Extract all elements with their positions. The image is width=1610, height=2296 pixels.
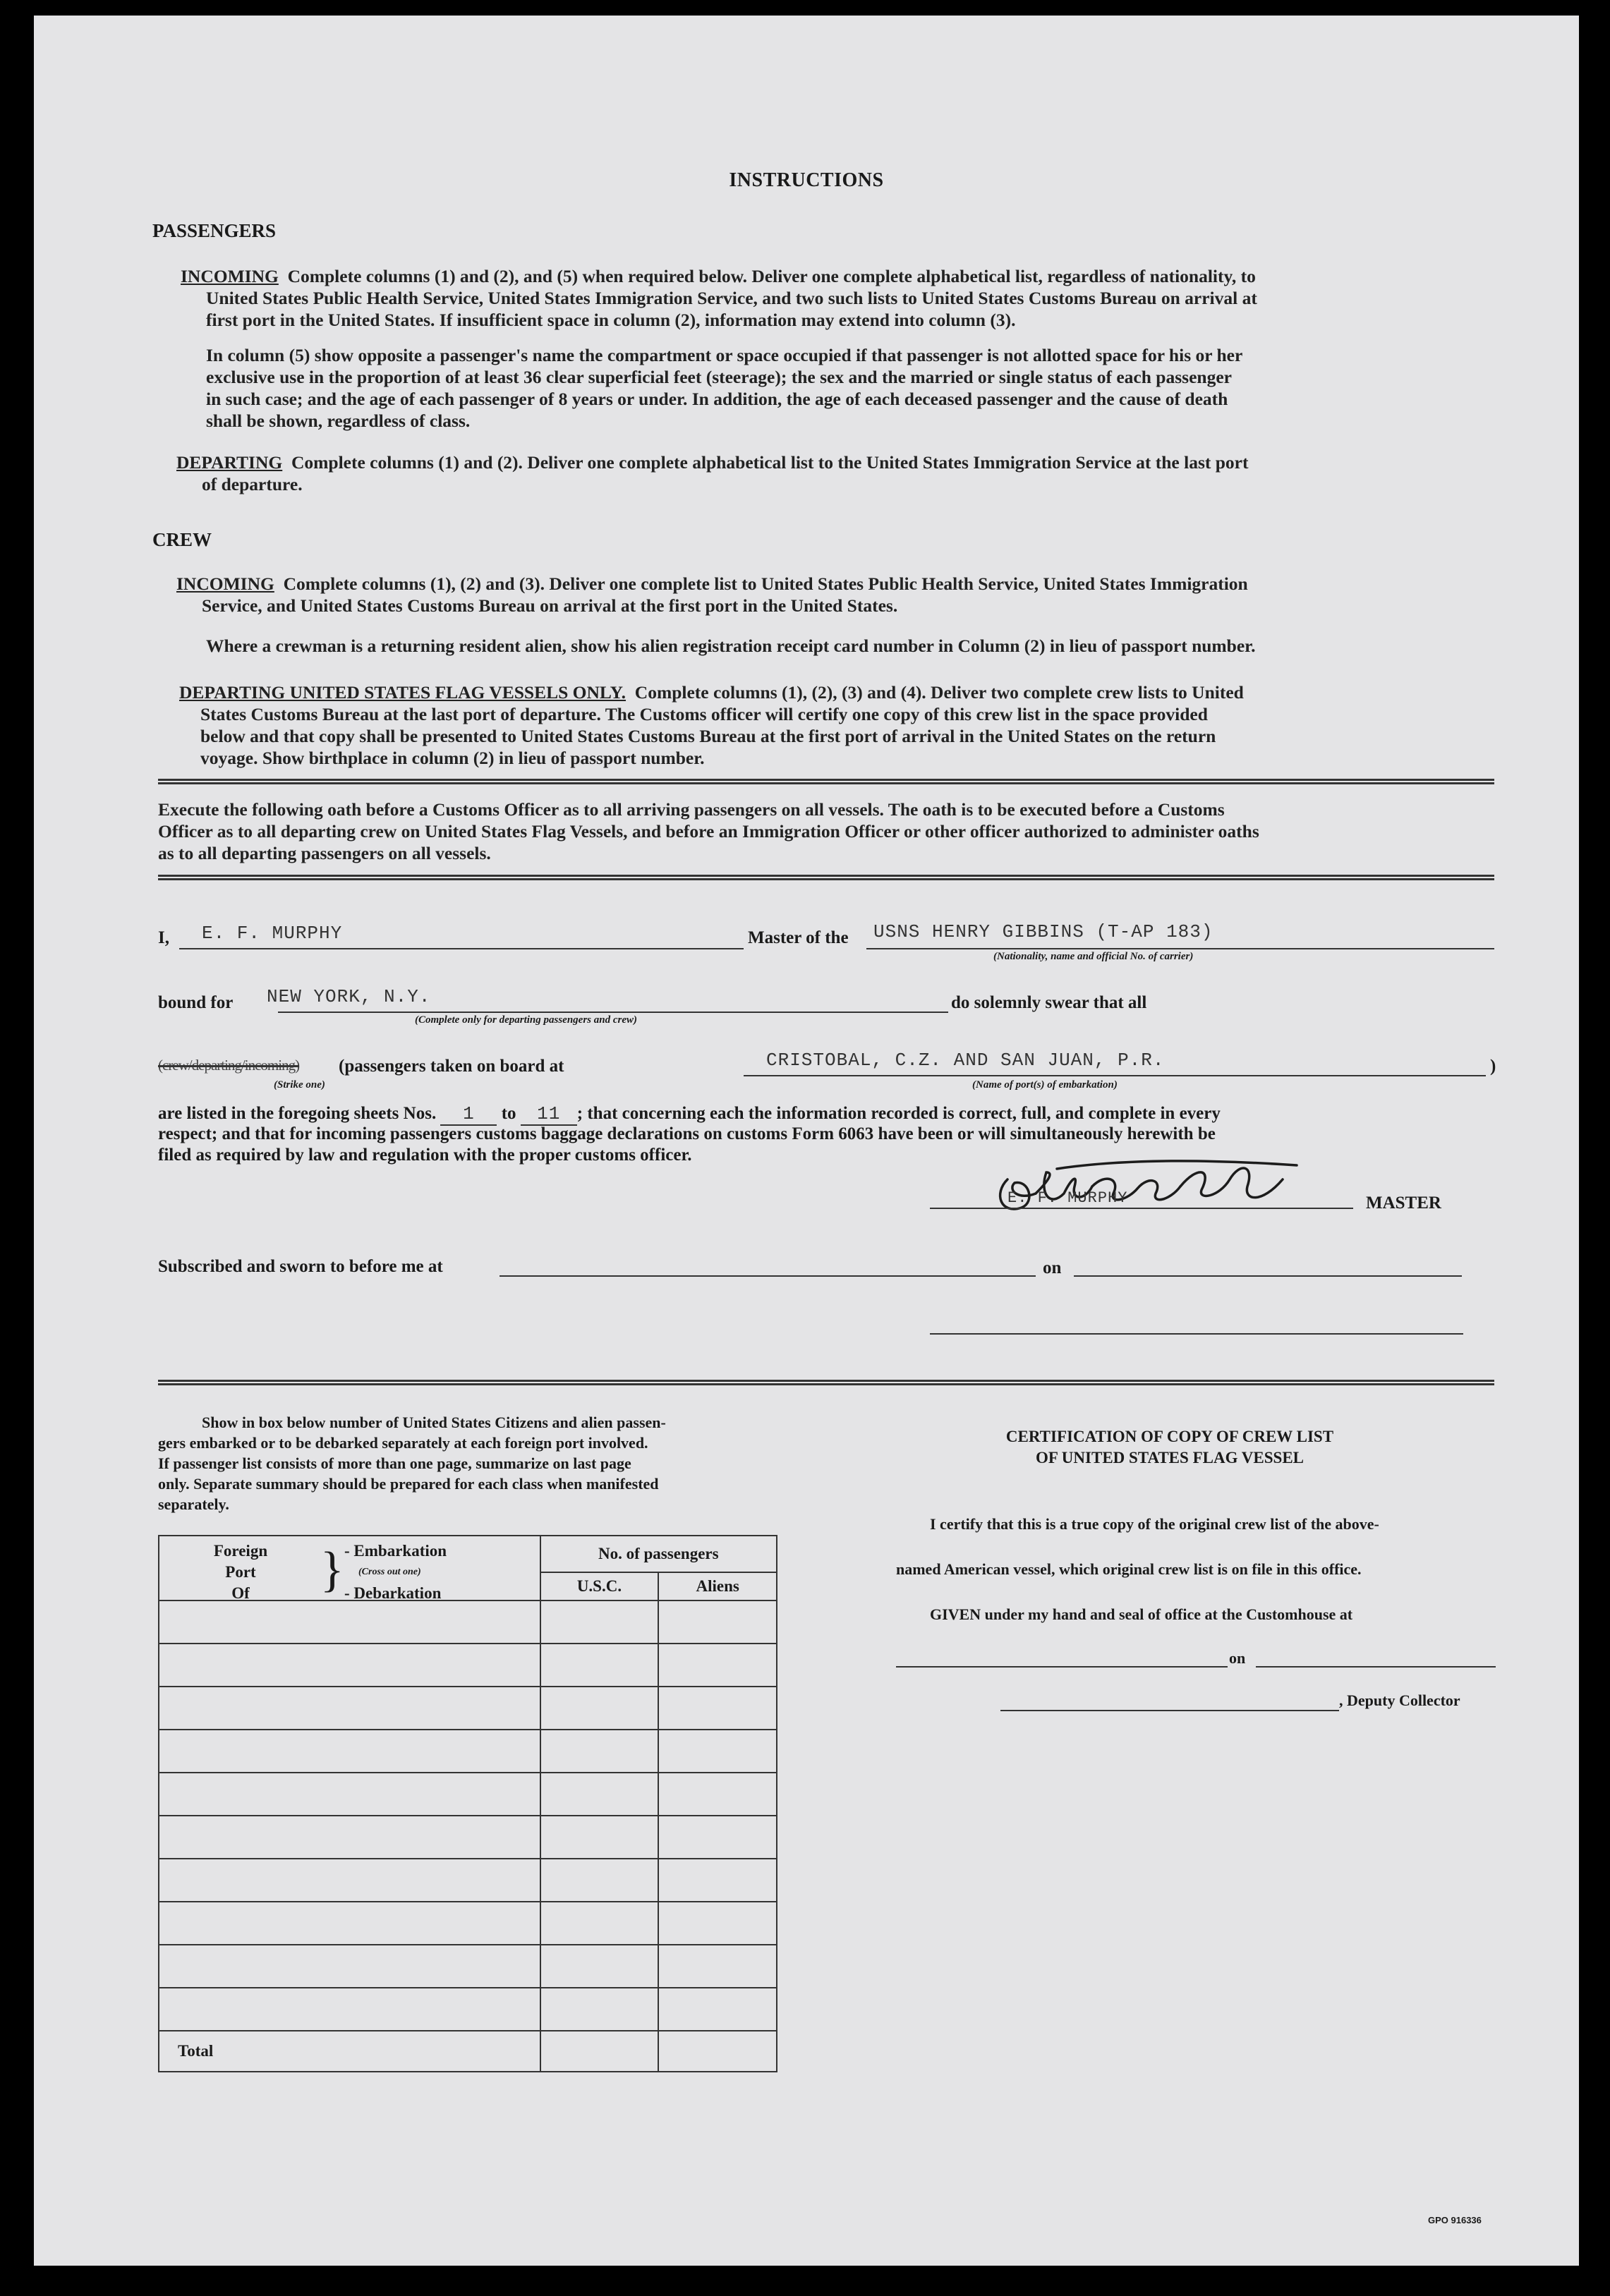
- passengers-departing-label: DEPARTING: [176, 452, 283, 473]
- ports-line: [744, 1075, 1486, 1076]
- gpo-footer: GPO 916336: [1428, 2215, 1482, 2225]
- certification-body: [896, 1514, 1517, 1625]
- vessel-field[interactable]: USNS HENRY GIBBINS (T-AP 183): [873, 921, 1213, 942]
- ports-caption: (Name of port(s) of embarkation): [972, 1079, 1118, 1091]
- cross-out-caption: (Cross out one): [358, 1567, 421, 1577]
- certification-title: [852, 1426, 1487, 1469]
- sheets-to-label: to: [501, 1104, 516, 1123]
- aliens-cell[interactable]: [658, 1687, 777, 1730]
- table-row: [159, 1816, 777, 1859]
- ports-field[interactable]: CRISTOBAL, C.Z. AND SAN JUAN, P.R.: [766, 1050, 1165, 1071]
- aliens-cell[interactable]: [658, 1902, 777, 1945]
- crew-incoming-block: [176, 573, 1475, 616]
- port-cell[interactable]: [159, 1945, 540, 1988]
- column5-text-4: shall be shown, regardless of class.: [206, 411, 471, 431]
- usc-header: U.S.C.: [540, 1572, 659, 1600]
- column5-text-3: in such case; and the age of each passenger of 8 years or under. In addition, the age of each deceased passenger and the cause of death: [206, 389, 1228, 409]
- summary-instructions-3: If passenger list consists of more than one page, summarize on last page: [158, 1454, 631, 1472]
- table-row: [159, 1773, 777, 1816]
- table-row: [159, 1730, 777, 1773]
- table-row: [159, 1988, 777, 2031]
- subscribed-on-label: on: [1043, 1258, 1062, 1277]
- aliens-cell[interactable]: [658, 1945, 777, 1988]
- port-cell[interactable]: [159, 1773, 540, 1816]
- summary-instructions-1: Show in box below number of United States Citizens and alien passen-: [202, 1414, 666, 1431]
- divider-rule-1: [158, 779, 1494, 784]
- table-row: [159, 1644, 777, 1687]
- passengers-incoming-text-2: United States Public Health Service, United States Immigration Service, and two such lists to United States Customs Bureau on arrival at: [206, 288, 1257, 308]
- sheets-label-2: ; that concerning each the information recorded is correct, full, and complete in every: [576, 1104, 1221, 1123]
- subscribed-label: Subscribed and sworn to before me at: [158, 1257, 443, 1276]
- usc-cell[interactable]: [540, 1988, 659, 2031]
- crew-heading: CREW: [152, 529, 212, 550]
- oath-i-label: I,: [158, 928, 169, 947]
- port-header-cell: Foreign Port Of } - Embarkation (Cross out one) - Debarkation: [159, 1536, 540, 1600]
- crew-departing-label: DEPARTING UNITED STATES FLAG VESSELS ONLY.: [179, 682, 627, 703]
- crew-departing-text-3: below and that copy shall be presented to United States Customs Bureau at the first port of arrival in the United States on the return: [200, 726, 1216, 746]
- bound-for-label: bound for: [158, 993, 234, 1012]
- form-page: [34, 16, 1579, 2266]
- usc-cell[interactable]: [540, 1687, 659, 1730]
- usc-cell[interactable]: [540, 1902, 659, 1945]
- passengers-departing-block: [176, 451, 1475, 495]
- certification-title-1: CERTIFICATION OF COPY OF CREW LIST: [1005, 1428, 1334, 1445]
- sheet-from-field[interactable]: 1: [440, 1103, 497, 1126]
- total-label: Total: [159, 2031, 540, 2072]
- oath-cont-2: filed as required by law and regulation with the proper customs officer.: [158, 1146, 692, 1165]
- crew-incoming-text-2: Service, and United States Customs Bureau on arrival at the first port in the United States.: [202, 595, 898, 616]
- aliens-header: Aliens: [658, 1572, 777, 1600]
- certification-text-2: named American vessel, which original crew list is on file in this office.: [896, 1560, 1362, 1578]
- port-cell[interactable]: [159, 1859, 540, 1902]
- crew-departing-text-1: Complete columns (1), (2), (3) and (4). Deliver two complete crew lists to United: [634, 682, 1244, 703]
- crew-departing-text-2: States Customs Bureau at the last port of departure. The Customs officer will certify one copy of this crew list in the space provided: [200, 704, 1208, 724]
- swear-label: do solemnly swear that all: [951, 993, 1147, 1012]
- aliens-cell[interactable]: [658, 1644, 777, 1687]
- aliens-cell[interactable]: [658, 1600, 777, 1644]
- crew-resident-text: Where a crewman is a returning resident alien, show his alien registration receipt card number in Column (2) in lieu of passport number.: [206, 636, 1256, 656]
- port-cell[interactable]: [159, 1902, 540, 1945]
- total-usc-cell[interactable]: [540, 2031, 659, 2072]
- subscribed-place-line[interactable]: [500, 1275, 1036, 1277]
- certification-place-line[interactable]: [896, 1666, 1228, 1668]
- page-title: INSTRUCTIONS: [729, 169, 884, 191]
- struck-text: (crew/departing/incoming): [158, 1057, 300, 1074]
- deputy-collector-line[interactable]: [1000, 1710, 1339, 1711]
- sheet-to-field[interactable]: 11: [521, 1103, 577, 1126]
- crew-incoming-text-1: Complete columns (1), (2) and (3). Deliver one complete list to United States Public Health Service, United States Immigration: [283, 573, 1248, 594]
- port-cell[interactable]: [159, 1730, 540, 1773]
- column5-text-1: In column (5) show opposite a passenger's name the compartment or space occupied if that passenger is not allotted space for his or her: [206, 345, 1243, 365]
- crew-departing-block: [179, 681, 1477, 769]
- passengers-incoming-text-1: Complete columns (1) and (2), and (5) when required below. Deliver one complete alphabetical list, regardless of nationality, to: [287, 266, 1256, 286]
- of-label: Of: [231, 1584, 250, 1602]
- subscribed-date-line[interactable]: [1074, 1275, 1462, 1277]
- aliens-cell[interactable]: [658, 1816, 777, 1859]
- usc-cell[interactable]: [540, 1859, 659, 1902]
- summary-instructions-4: only. Separate summary should be prepared for each class when manifested: [158, 1475, 659, 1493]
- usc-cell[interactable]: [540, 1644, 659, 1687]
- column5-block: [206, 344, 1476, 432]
- table-row: [159, 1600, 777, 1644]
- port-cell[interactable]: [159, 1644, 540, 1687]
- sheets-line: [158, 1103, 1499, 1126]
- total-row: [159, 2031, 777, 2072]
- oath-instructions-line-3: as to all departing passengers on all vessels.: [158, 843, 491, 863]
- usc-cell[interactable]: [540, 1816, 659, 1859]
- master-name-field[interactable]: E. F. MURPHY: [202, 923, 343, 944]
- bound-for-caption: (Complete only for departing passengers and crew): [415, 1014, 637, 1026]
- usc-cell[interactable]: [540, 1773, 659, 1816]
- deputy-collector-label: , Deputy Collector: [1339, 1691, 1460, 1709]
- no-passengers-header: No. of passengers: [540, 1536, 777, 1572]
- certification-date-line[interactable]: [1256, 1666, 1496, 1668]
- usc-cell[interactable]: [540, 1945, 659, 1988]
- strike-caption: (Strike one): [274, 1079, 325, 1091]
- divider-rule-2: [158, 875, 1494, 880]
- divider-rule-3: [158, 1380, 1494, 1385]
- table-row: [159, 1687, 777, 1730]
- struck-options: [158, 1057, 299, 1074]
- master-name-line: [179, 948, 744, 949]
- passengers-incoming-text-3: first port in the United States. If insufficient space in column (2), information may extend into column (3).: [206, 310, 1016, 330]
- certification-title-2: OF UNITED STATES FLAG VESSEL: [1035, 1449, 1305, 1466]
- signature-line: [930, 1208, 1353, 1209]
- passenger-summary-table: [158, 1535, 777, 2072]
- port-label: Port: [225, 1563, 256, 1581]
- aliens-cell[interactable]: [658, 1730, 777, 1773]
- table-row: [159, 1945, 777, 1988]
- bound-for-line: [278, 1012, 948, 1013]
- oath-instructions-line-2: Officer as to all departing crew on United States Flag Vessels, and before an Immigration Officer or other officer authorized to administer oaths: [158, 821, 1259, 842]
- summary-instructions-2: gers embarked or to be debarked separately at each foreign port involved.: [158, 1434, 648, 1452]
- master-of-label: Master of the: [748, 928, 849, 947]
- aliens-cell[interactable]: [658, 1859, 777, 1902]
- certification-on-label: on: [1229, 1649, 1246, 1667]
- sheets-label-1: are listed in the foregoing sheets Nos.: [158, 1104, 437, 1123]
- table-row: [159, 1902, 777, 1945]
- vessel-line: [866, 948, 1494, 949]
- master-title-label: MASTER: [1366, 1193, 1441, 1213]
- oath-instructions-line-1: Execute the following oath before a Customs Officer as to all arriving passengers on all vessels. The oath is to be executed before a Customs: [158, 799, 1225, 820]
- certification-text-3: GIVEN under my hand and seal of office at the Customhouse at: [930, 1605, 1353, 1623]
- passengers-taken-label: (passengers taken on board at: [339, 1057, 564, 1076]
- passengers-incoming-block: [181, 265, 1472, 331]
- usc-cell[interactable]: [540, 1730, 659, 1773]
- port-cell[interactable]: [159, 1600, 540, 1644]
- oath-instructions: [158, 798, 1499, 864]
- summary-instructions: [158, 1412, 828, 1514]
- crew-incoming-label: INCOMING: [176, 573, 274, 594]
- crew-departing-text-4: voyage. Show birthplace in column (2) in lieu of passport number.: [200, 748, 705, 768]
- summary-instructions-5: separately.: [158, 1495, 229, 1513]
- usc-cell[interactable]: [540, 1600, 659, 1644]
- port-cell[interactable]: [159, 1687, 540, 1730]
- debarkation-option[interactable]: - Debarkation: [344, 1584, 442, 1602]
- aliens-cell[interactable]: [658, 1988, 777, 2031]
- total-aliens-cell[interactable]: [658, 2031, 777, 2072]
- passengers-heading: PASSENGERS: [152, 220, 277, 241]
- column5-text-2: exclusive use in the proportion of at least 36 clear superficial feet (steerage); the sex and the married or single status of each passenger: [206, 367, 1232, 387]
- signature-typed-name: E. F. MURPHY: [1007, 1189, 1128, 1207]
- ports-close-paren: ): [1490, 1057, 1496, 1076]
- officer-signature-line[interactable]: [930, 1333, 1463, 1335]
- foreign-label: Foreign: [213, 1542, 268, 1560]
- aliens-cell[interactable]: [658, 1773, 777, 1816]
- port-cell[interactable]: [159, 1988, 540, 2031]
- embarkation-option[interactable]: - Embarkation: [344, 1542, 447, 1560]
- passengers-incoming-label: INCOMING: [181, 266, 279, 286]
- passengers-departing-text-2: of departure.: [202, 474, 303, 494]
- port-cell[interactable]: [159, 1816, 540, 1859]
- vessel-caption: (Nationality, name and official No. of carrier): [993, 951, 1194, 962]
- table-row: [159, 1859, 777, 1902]
- certification-text-1: I certify that this is a true copy of the original crew list of the above-: [930, 1515, 1379, 1533]
- oath-cont-1: respect; and that for incoming passengers customs baggage declarations on customs Form 6063 have been or will simultaneously herewith be: [158, 1124, 1216, 1143]
- passengers-departing-text-1: Complete columns (1) and (2). Deliver one complete alphabetical list to the United States Immigration Service at the last port: [291, 452, 1249, 473]
- bound-for-field[interactable]: NEW YORK, N.Y.: [267, 986, 431, 1007]
